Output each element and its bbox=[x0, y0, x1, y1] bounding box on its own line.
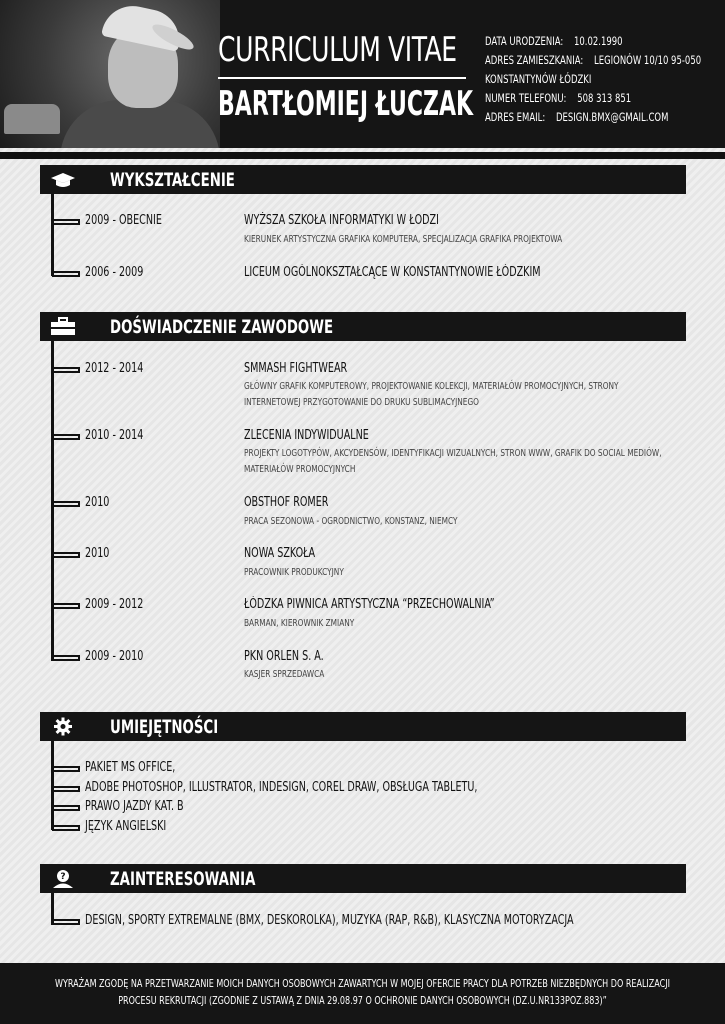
education-date: 2009 - OBECNIE bbox=[85, 213, 162, 228]
section-skills-header bbox=[40, 712, 686, 741]
header bbox=[0, 0, 725, 148]
job-desc: PRACOWNIK PRODUKCYJNY bbox=[244, 567, 344, 578]
section-title: ZAINTERESOWANIA bbox=[110, 868, 256, 890]
cv-title: CURRICULUM VITAE bbox=[218, 30, 457, 70]
title-divider bbox=[218, 77, 466, 79]
job-desc: GŁÓWNY GRAFIK KOMPUTEROWY, PROJEKTOWANIE KOLEKCJI, MATERIAŁÓW PROMOCYJNYCH, STRONY INTERNETOWEJ PRZYGOTOWANIE DO DRUKU SUBLIMACYJNEGO bbox=[244, 381, 619, 408]
footer-consent bbox=[0, 963, 725, 1024]
timeline-connector bbox=[52, 434, 80, 440]
section-title: WYKSZTAŁCENIE bbox=[110, 169, 235, 191]
timeline-line bbox=[51, 194, 54, 276]
section-education-header bbox=[40, 165, 686, 194]
job-company: SMMASH FIGHTWEAR bbox=[244, 361, 348, 376]
job-date: 2010 bbox=[85, 495, 110, 510]
education-desc: KIERUNEK ARTYSTYCZNA GRAFIKA KOMPUTERA, SPECJALIZACJA GRAFIKA PROJEKTOWA bbox=[244, 234, 563, 245]
job-company: PKN ORLEN S. A. bbox=[244, 649, 324, 664]
briefcase-icon bbox=[50, 317, 76, 336]
timeline-connector bbox=[52, 552, 80, 558]
skill-item: JĘZYK ANGIELSKI bbox=[85, 819, 167, 834]
header-underline bbox=[0, 152, 725, 159]
interest-item: DESIGN, SPORTY EXTREMALNE (BMX, DESKOROLKA), MUZYKA (RAP, R&B), KLASYCZNA MOTORYZACJA bbox=[85, 913, 574, 928]
section-title: DOŚWIADCZENIE ZAWODOWE bbox=[110, 316, 334, 338]
gear-icon bbox=[50, 717, 76, 736]
education-school: WYŻSZA SZKOŁA INFORMATYKI W ŁODZI bbox=[244, 213, 439, 228]
section-title: UMIEJĘTNOŚCI bbox=[110, 716, 219, 738]
job-desc: BARMAN, KIEROWNIK ZMIANY bbox=[244, 618, 355, 629]
timeline-connector bbox=[52, 786, 80, 792]
consent-text: WYRAŻAM ZGODĘ NA PRZETWARZANIE MOICH DANYCH OSOBOWYCH ZAWARTYCH W MOJEJ OFERCIE PRACY DLA POTRZEB NIEZBĘDNYCH DO REALIZACJI PROCESU REKRUTACJI (ZGODNIE Z USTAWĄ Z DNIA 29.08.97 O OCHRONIE DANYCH OSOBOWYCH (DZ.U.NR133POZ.883)” bbox=[55, 978, 670, 1007]
person-question-icon bbox=[50, 869, 76, 888]
skill-item: PRAWO JAZDY KAT. B bbox=[85, 799, 184, 814]
contact-row-birthdate: DATA URODZENIA: 10.02.1990 bbox=[485, 34, 623, 48]
svg-text:?: ? bbox=[60, 872, 66, 882]
timeline-connector bbox=[52, 655, 80, 661]
job-company: ZLECENIA INDYWIDUALNE bbox=[244, 428, 369, 443]
contact-info bbox=[485, 32, 701, 127]
skill-item: ADOBE PHOTOSHOP, ILLUSTRATOR, INDESIGN, COREL DRAW, OBSŁUGA TABLETU, bbox=[85, 780, 478, 795]
timeline-connector bbox=[52, 825, 80, 831]
job-company: ŁÓDZKA PIWNICA ARTYSTYCZNA “PRZECHOWALNIA” bbox=[244, 597, 495, 612]
job-date: 2012 - 2014 bbox=[85, 361, 144, 376]
job-desc: KASJER SPRZEDAWCA bbox=[244, 669, 325, 680]
timeline-connector bbox=[52, 805, 80, 811]
education-school: LICEUM OGÓLNOKSZTAŁCĄCE W KONSTANTYNOWIE ŁÓDZKIM bbox=[244, 265, 541, 280]
profile-photo bbox=[0, 0, 220, 148]
job-date: 2009 - 2010 bbox=[85, 649, 144, 664]
timeline-connector bbox=[52, 766, 80, 772]
job-date: 2010 - 2014 bbox=[85, 428, 144, 443]
timeline-connector bbox=[52, 367, 80, 373]
job-desc: PRACA SEZONOWA - OGRODNICTWO, KONSTANZ, NIEMCY bbox=[244, 516, 458, 527]
skill-item: PAKIET MS OFFICE, bbox=[85, 760, 176, 775]
job-desc: PROJEKTY LOGOTYPÓW, AKCYDENSÓW, IDENTYFIKACJI WIZUALNYCH, STRON WWW, GRAFIK DO SOCIAL MEDIÓW, MATERIAŁÓW PROMOCYJNYCH bbox=[244, 448, 662, 475]
contact-row-city: KONSTANTYNÓW ŁÓDZKI bbox=[485, 72, 592, 86]
contact-row-phone: NUMER TELEFONU: 508 313 851 bbox=[485, 91, 632, 105]
section-interests-header bbox=[40, 864, 686, 893]
section-experience-header bbox=[40, 312, 686, 341]
person-name: BARTŁOMIEJ ŁUCZAK bbox=[218, 84, 474, 124]
timeline-connector bbox=[52, 603, 80, 609]
contact-row-email: ADRES EMAIL: DESIGN.BMX@GMAIL.COM bbox=[485, 110, 669, 124]
job-company: NOWA SZKOŁA bbox=[244, 546, 316, 561]
contact-row-address: ADRES ZAMIESZKANIA: LEGIONÓW 10/10 95-050 bbox=[485, 53, 702, 67]
education-date: 2006 - 2009 bbox=[85, 265, 144, 280]
job-company: OBSTHOF ROMER bbox=[244, 495, 329, 510]
timeline-connector bbox=[52, 501, 80, 507]
graduation-cap-icon bbox=[50, 170, 76, 189]
timeline-connector bbox=[52, 271, 80, 277]
timeline-connector bbox=[52, 919, 80, 925]
timeline-connector bbox=[52, 219, 80, 225]
job-date: 2009 - 2012 bbox=[85, 597, 144, 612]
job-date: 2010 bbox=[85, 546, 110, 561]
